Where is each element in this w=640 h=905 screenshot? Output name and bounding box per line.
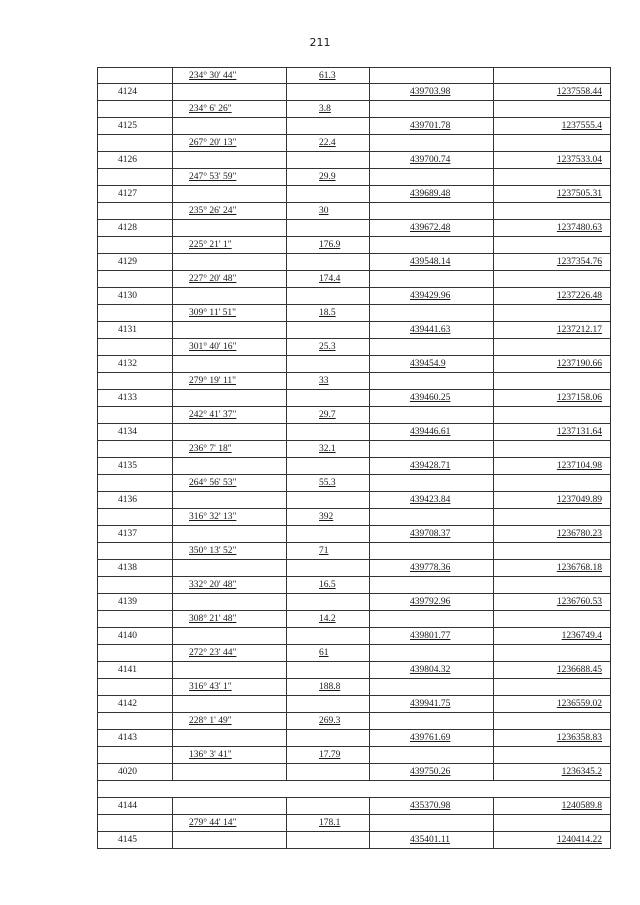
bearing-cell: 279° 19' 11" (173, 373, 287, 390)
point-row (97, 730, 611, 747)
distance-cell: 392 (287, 509, 370, 526)
point-id-cell (97, 101, 173, 118)
point-id-cell: 4145 (97, 832, 173, 849)
x-coordinate-cell: 435370.98 (370, 798, 494, 815)
x-coordinate-cell (370, 407, 494, 424)
bearing-row (97, 237, 611, 254)
distance-cell: 188.8 (287, 679, 370, 696)
bearing-row (97, 713, 611, 730)
distance-cell (287, 628, 370, 645)
bearing-cell (173, 781, 287, 798)
bearing-cell (173, 390, 287, 407)
x-coordinate-cell: 439428.71 (370, 458, 494, 475)
distance-cell (287, 118, 370, 135)
x-coordinate-cell: 439778.36 (370, 560, 494, 577)
bearing-cell: 228° 1' 49" (173, 713, 287, 730)
distance-cell (287, 254, 370, 271)
distance-cell (287, 458, 370, 475)
x-coordinate-cell: 439454.9 (370, 356, 494, 373)
bearing-cell: 235° 26' 24" (173, 203, 287, 220)
bearing-cell (173, 492, 287, 509)
x-coordinate-cell (370, 339, 494, 356)
point-id-cell (97, 67, 173, 84)
distance-cell: 30 (287, 203, 370, 220)
x-coordinate-cell: 439441.63 (370, 322, 494, 339)
y-coordinate-cell (494, 543, 611, 560)
y-coordinate-cell (494, 645, 611, 662)
y-coordinate-cell: 1236780.23 (494, 526, 611, 543)
distance-cell (287, 662, 370, 679)
y-coordinate-cell: 1236768.18 (494, 560, 611, 577)
bearing-cell: 350° 13' 52" (173, 543, 287, 560)
x-coordinate-cell: 439792.96 (370, 594, 494, 611)
bearing-cell: 234° 30' 44" (173, 67, 287, 84)
bearing-cell (173, 764, 287, 781)
bearing-row (97, 67, 611, 84)
x-coordinate-cell: 439750.26 (370, 764, 494, 781)
point-id-cell (97, 169, 173, 186)
y-coordinate-cell: 1237558.44 (494, 84, 611, 101)
x-coordinate-cell (370, 237, 494, 254)
bearing-row (97, 305, 611, 322)
y-coordinate-cell (494, 509, 611, 526)
y-coordinate-cell: 1236559.02 (494, 696, 611, 713)
x-coordinate-cell (370, 645, 494, 662)
distance-cell (287, 594, 370, 611)
x-coordinate-cell (370, 543, 494, 560)
y-coordinate-cell (494, 305, 611, 322)
point-id-cell (97, 713, 173, 730)
page-number: 211 (309, 36, 331, 49)
y-coordinate-cell (494, 271, 611, 288)
distance-cell (287, 696, 370, 713)
bearing-cell (173, 220, 287, 237)
distance-cell: 176.9 (287, 237, 370, 254)
x-coordinate-cell: 439689.48 (370, 186, 494, 203)
x-coordinate-cell: 439446.61 (370, 424, 494, 441)
distance-cell (287, 390, 370, 407)
distance-cell (287, 730, 370, 747)
x-coordinate-cell: 439801.77 (370, 628, 494, 645)
bearing-cell (173, 458, 287, 475)
x-coordinate-cell (370, 475, 494, 492)
y-coordinate-cell: 1237354.76 (494, 254, 611, 271)
point-id-cell (97, 679, 173, 696)
point-id-cell (97, 611, 173, 628)
bearing-row (97, 441, 611, 458)
bearing-cell: 267° 20' 13" (173, 135, 287, 152)
distance-cell (287, 322, 370, 339)
y-coordinate-cell: 1237190.66 (494, 356, 611, 373)
point-id-cell (97, 441, 173, 458)
bearing-cell (173, 254, 287, 271)
x-coordinate-cell: 439700.74 (370, 152, 494, 169)
distance-cell (287, 492, 370, 509)
y-coordinate-cell: 1237212.17 (494, 322, 611, 339)
y-coordinate-cell (494, 577, 611, 594)
distance-cell: 269.3 (287, 713, 370, 730)
y-coordinate-cell (494, 67, 611, 84)
point-id-cell: 4144 (97, 798, 173, 815)
distance-cell (287, 764, 370, 781)
y-coordinate-cell: 1237480.63 (494, 220, 611, 237)
bearing-row (97, 407, 611, 424)
point-row (97, 560, 611, 577)
bearing-cell (173, 696, 287, 713)
bearing-cell: 309° 11' 51" (173, 305, 287, 322)
distance-cell (287, 798, 370, 815)
x-coordinate-cell (370, 373, 494, 390)
bearing-cell: 264° 56' 53" (173, 475, 287, 492)
distance-cell (287, 832, 370, 849)
y-coordinate-cell: 1237158.06 (494, 390, 611, 407)
bearing-cell (173, 798, 287, 815)
y-coordinate-cell: 1237555.4 (494, 118, 611, 135)
y-coordinate-cell: 1237131.64 (494, 424, 611, 441)
y-coordinate-cell: 1237505.31 (494, 186, 611, 203)
bearing-cell: 236° 7' 18" (173, 441, 287, 458)
x-coordinate-cell (370, 509, 494, 526)
point-row (97, 390, 611, 407)
distance-cell (287, 560, 370, 577)
bearing-row (97, 679, 611, 696)
point-id-cell: 4126 (97, 152, 173, 169)
y-coordinate-cell: 1240589.8 (494, 798, 611, 815)
bearing-cell (173, 186, 287, 203)
distance-cell: 178.1 (287, 815, 370, 832)
y-coordinate-cell: 1237533.04 (494, 152, 611, 169)
x-coordinate-cell: 439761.69 (370, 730, 494, 747)
x-coordinate-cell: 435401.11 (370, 832, 494, 849)
distance-cell: 29.9 (287, 169, 370, 186)
bearing-cell: 136° 3' 41" (173, 747, 287, 764)
point-id-cell (97, 339, 173, 356)
x-coordinate-cell (370, 441, 494, 458)
distance-cell (287, 288, 370, 305)
bearing-cell: 227° 20' 48" (173, 271, 287, 288)
bearing-row (97, 577, 611, 594)
distance-cell: 14.2 (287, 611, 370, 628)
y-coordinate-cell (494, 815, 611, 832)
x-coordinate-cell (370, 305, 494, 322)
point-id-cell: 4134 (97, 424, 173, 441)
distance-cell: 55.3 (287, 475, 370, 492)
point-row (97, 832, 611, 849)
point-id-cell: 4133 (97, 390, 173, 407)
x-coordinate-cell (370, 713, 494, 730)
y-coordinate-cell (494, 475, 611, 492)
point-id-cell: 4125 (97, 118, 173, 135)
point-id-cell (97, 577, 173, 594)
point-id-cell: 4129 (97, 254, 173, 271)
point-id-cell: 4136 (97, 492, 173, 509)
point-row (97, 186, 611, 203)
x-coordinate-cell: 439701.78 (370, 118, 494, 135)
bearing-cell: 316° 32' 13" (173, 509, 287, 526)
point-row (97, 798, 611, 815)
x-coordinate-cell: 439460.25 (370, 390, 494, 407)
bearing-cell: 225° 21' 1" (173, 237, 287, 254)
point-id-cell: 4139 (97, 594, 173, 611)
bearing-row (97, 101, 611, 118)
x-coordinate-cell: 439703.98 (370, 84, 494, 101)
point-row (97, 220, 611, 237)
y-coordinate-cell (494, 101, 611, 118)
point-id-cell (97, 237, 173, 254)
y-coordinate-cell (494, 339, 611, 356)
spacer-row (97, 781, 611, 798)
bearing-cell: 234° 6' 26" (173, 101, 287, 118)
distance-cell: 22.4 (287, 135, 370, 152)
point-row (97, 764, 611, 781)
bearing-cell (173, 832, 287, 849)
bearing-row (97, 373, 611, 390)
point-row (97, 594, 611, 611)
distance-cell (287, 220, 370, 237)
point-id-cell: 4142 (97, 696, 173, 713)
y-coordinate-cell (494, 169, 611, 186)
y-coordinate-cell (494, 747, 611, 764)
distance-cell (287, 356, 370, 373)
bearing-cell: 308° 21' 48" (173, 611, 287, 628)
point-id-cell: 4143 (97, 730, 173, 747)
point-row (97, 288, 611, 305)
point-id-cell: 4137 (97, 526, 173, 543)
distance-cell: 174.4 (287, 271, 370, 288)
x-coordinate-cell (370, 611, 494, 628)
point-id-cell (97, 271, 173, 288)
x-coordinate-cell (370, 747, 494, 764)
point-id-cell (97, 509, 173, 526)
bearing-cell: 272° 23' 44" (173, 645, 287, 662)
y-coordinate-cell: 1236760.53 (494, 594, 611, 611)
y-coordinate-cell (494, 135, 611, 152)
point-id-cell: 4128 (97, 220, 173, 237)
point-id-cell: 4138 (97, 560, 173, 577)
point-id-cell (97, 373, 173, 390)
bearing-cell (173, 322, 287, 339)
point-row (97, 526, 611, 543)
distance-cell: 33 (287, 373, 370, 390)
point-id-cell (97, 407, 173, 424)
point-id-cell (97, 305, 173, 322)
distance-cell (287, 424, 370, 441)
bearing-cell (173, 84, 287, 101)
y-coordinate-cell (494, 781, 611, 798)
bearing-row (97, 815, 611, 832)
distance-cell (287, 186, 370, 203)
x-coordinate-cell (370, 271, 494, 288)
x-coordinate-cell (370, 679, 494, 696)
y-coordinate-cell (494, 679, 611, 696)
bearing-cell (173, 560, 287, 577)
bearing-cell: 301° 40' 16" (173, 339, 287, 356)
y-coordinate-cell (494, 713, 611, 730)
point-row (97, 662, 611, 679)
x-coordinate-cell (370, 67, 494, 84)
point-id-cell: 4020 (97, 764, 173, 781)
point-id-cell: 4124 (97, 84, 173, 101)
y-coordinate-cell: 1236749.4 (494, 628, 611, 645)
point-row (97, 424, 611, 441)
y-coordinate-cell: 1236345.2 (494, 764, 611, 781)
distance-cell: 17.79 (287, 747, 370, 764)
point-id-cell: 4131 (97, 322, 173, 339)
bearing-cell (173, 730, 287, 747)
x-coordinate-cell: 439708.37 (370, 526, 494, 543)
point-id-cell (97, 543, 173, 560)
y-coordinate-cell: 1240414.22 (494, 832, 611, 849)
bearing-row (97, 271, 611, 288)
point-row (97, 458, 611, 475)
distance-cell: 16.5 (287, 577, 370, 594)
point-id-cell (97, 203, 173, 220)
coordinates-table (97, 67, 611, 849)
x-coordinate-cell: 439423.84 (370, 492, 494, 509)
bearing-cell (173, 118, 287, 135)
y-coordinate-cell (494, 203, 611, 220)
distance-cell: 32.1 (287, 441, 370, 458)
bearing-row (97, 611, 611, 628)
point-row (97, 254, 611, 271)
point-row (97, 492, 611, 509)
point-id-cell (97, 135, 173, 152)
bearing-cell: 242° 41' 37" (173, 407, 287, 424)
x-coordinate-cell: 439548.14 (370, 254, 494, 271)
point-row (97, 152, 611, 169)
bearing-row (97, 475, 611, 492)
bearing-cell (173, 594, 287, 611)
bearing-row (97, 747, 611, 764)
y-coordinate-cell (494, 407, 611, 424)
distance-cell: 29.7 (287, 407, 370, 424)
point-id-cell: 4130 (97, 288, 173, 305)
distance-cell: 61 (287, 645, 370, 662)
x-coordinate-cell (370, 203, 494, 220)
point-row (97, 322, 611, 339)
x-coordinate-cell: 439941.75 (370, 696, 494, 713)
bearing-cell (173, 662, 287, 679)
x-coordinate-cell (370, 781, 494, 798)
point-row (97, 118, 611, 135)
point-row (97, 356, 611, 373)
x-coordinate-cell: 439672.48 (370, 220, 494, 237)
bearing-cell (173, 288, 287, 305)
bearing-row (97, 509, 611, 526)
point-id-cell (97, 645, 173, 662)
bearing-row (97, 645, 611, 662)
x-coordinate-cell (370, 815, 494, 832)
x-coordinate-cell (370, 101, 494, 118)
distance-cell (287, 152, 370, 169)
y-coordinate-cell: 1236688.45 (494, 662, 611, 679)
bearing-cell (173, 526, 287, 543)
y-coordinate-cell (494, 373, 611, 390)
distance-cell: 3.8 (287, 101, 370, 118)
bearing-cell (173, 628, 287, 645)
y-coordinate-cell: 1237049.89 (494, 492, 611, 509)
point-row (97, 628, 611, 645)
x-coordinate-cell (370, 169, 494, 186)
x-coordinate-cell (370, 577, 494, 594)
point-id-cell: 4127 (97, 186, 173, 203)
point-id-cell (97, 747, 173, 764)
point-id-cell: 4135 (97, 458, 173, 475)
bearing-row (97, 339, 611, 356)
point-row (97, 696, 611, 713)
point-id-cell (97, 781, 173, 798)
distance-cell: 18.5 (287, 305, 370, 322)
y-coordinate-cell (494, 441, 611, 458)
y-coordinate-cell (494, 237, 611, 254)
bearing-cell: 247° 53' 59" (173, 169, 287, 186)
point-id-cell (97, 475, 173, 492)
y-coordinate-cell: 1237226.48 (494, 288, 611, 305)
distance-cell: 61.3 (287, 67, 370, 84)
bearing-row (97, 543, 611, 560)
y-coordinate-cell: 1236358.83 (494, 730, 611, 747)
x-coordinate-cell (370, 135, 494, 152)
distance-cell: 71 (287, 543, 370, 560)
bearing-cell (173, 356, 287, 373)
point-id-cell: 4141 (97, 662, 173, 679)
bearing-cell: 279° 44' 14" (173, 815, 287, 832)
point-id-cell (97, 815, 173, 832)
distance-cell: 25.3 (287, 339, 370, 356)
bearing-row (97, 135, 611, 152)
point-id-cell: 4132 (97, 356, 173, 373)
bearing-row (97, 169, 611, 186)
x-coordinate-cell: 439804.32 (370, 662, 494, 679)
bearing-cell: 316° 43' 1" (173, 679, 287, 696)
bearing-cell (173, 424, 287, 441)
distance-cell (287, 84, 370, 101)
bearing-cell (173, 152, 287, 169)
bearing-cell: 332° 20' 48" (173, 577, 287, 594)
point-row (97, 84, 611, 101)
bearing-row (97, 203, 611, 220)
point-id-cell: 4140 (97, 628, 173, 645)
y-coordinate-cell (494, 611, 611, 628)
distance-cell (287, 526, 370, 543)
distance-cell (287, 781, 370, 798)
x-coordinate-cell: 439429.96 (370, 288, 494, 305)
y-coordinate-cell: 1237104.98 (494, 458, 611, 475)
